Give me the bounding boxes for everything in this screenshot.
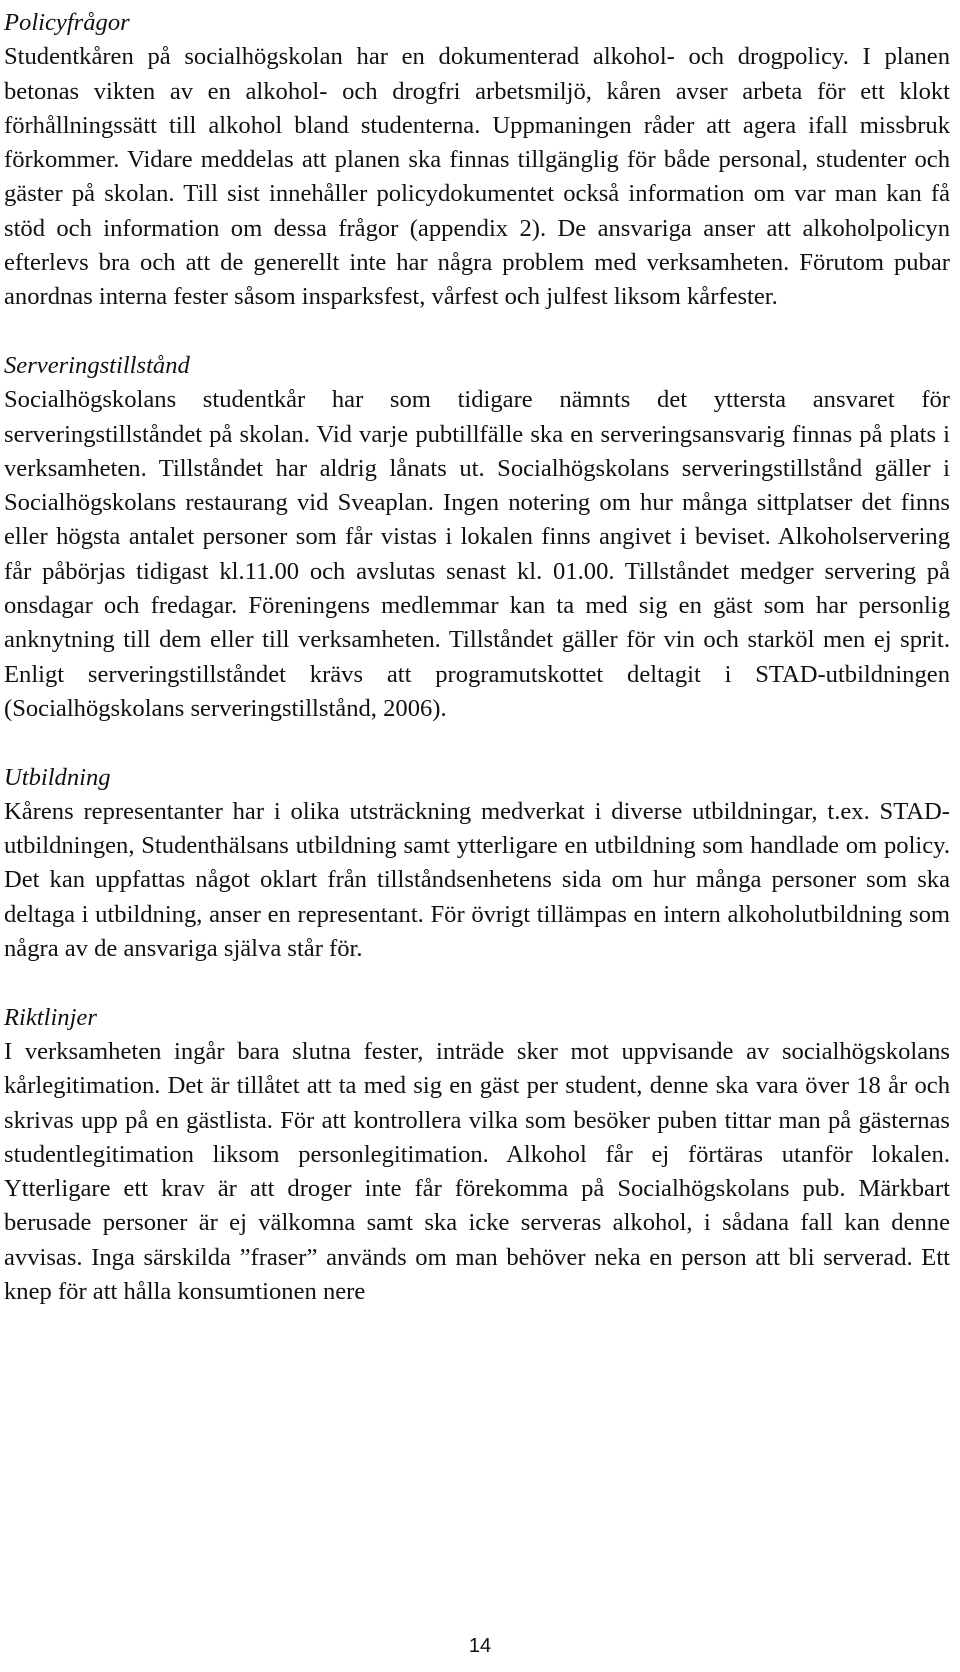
section-policyfragor xyxy=(4,6,950,315)
section-riktlinjer xyxy=(4,1001,950,1310)
section-paragraph: Kårens representanter har i olika utsträckning medverkat i diverse utbildningar, t.ex. STAD-utbildningen, Studenthälsans utbildning samt ytterligare en utbildning som handlade om policy. Det kan uppfattas något oklart från tillståndsenhetens sida om hur många personer som ska deltaga i utbildning, anser en representant. För övrigt tillämpas en intern alkoholutbildning som några av de ansvariga själva står för. xyxy=(4,797,950,963)
section-heading: Riktlinjer xyxy=(4,1003,97,1031)
section-paragraph: I verksamheten ingår bara slutna fester, inträde sker mot uppvisande av socialhögskolans kårlegitimation. Det är tillåtet att ta med sig en gäst per student, denne ska vara över 18 år och skrivas upp på en gästlista. För att kontrollera vilka som besöker puben tittar man på gästernas studentlegitimation liksom personlegitimation. Alkohol får ej förtäras utanför lokalen. Ytterligare ett krav är att droger inte får förekomma på Socialhögskolans pub. Märkbart berusade personer är ej välkomna samt ska icke serveras alkohol, i sådana fall kan denne avvisas. Inga särskilda ”fraser” används om man behöver neka en person att bli serverad. Ett knep för att hålla konsumtionen nere xyxy=(4,1037,950,1305)
page-content xyxy=(4,6,950,1344)
section-paragraph: Socialhögskolans studentkår har som tidigare nämnts det yttersta ansvaret för serveringstillståndet på skolan. Vid varje pubtillfälle ska en serveringsansvarig finnas på plats i verksamheten. Tillståndet har aldrig lånats ut. Socialhögskolans serveringstillstånd gäller i Socialhögskolans restaurang vid Sveaplan. Ingen notering om hur många sittplatser det finns eller högsta antalet personer som får vistas i lokalen finns angivet i beviset. Alkoholservering får påbörjas tidigast kl.11.00 och avslutas senast kl. 01.00. Tillståndet medger servering på onsdagar och fredagar. Föreningens medlemmar kan ta med sig en gäst som har personlig anknytning till dem eller till verksamheten. Tillståndet gäller för vin och starköl men ej sprit. Enligt serveringstillståndet krävs att programutskottet deltagit i STAD-utbildningen (Socialhögskolans serveringstillstånd, 2006). xyxy=(4,386,950,722)
section-paragraph: Studentkåren på socialhögskolan har en dokumenterad alkohol- och drogpolicy. I planen betonas vikten av en alkohol- och drogfri arbetsmiljö, kåren avser arbeta för ett klokt förhållningssätt till alkohol bland studenterna. Uppmaningen råder att agera ifall missbruk förkommer. Vidare meddelas att planen ska finnas tillgänglig för både personal, studenter och gäster på skolan. Till sist innehåller policydokumentet också information om var man kan få stöd och information om dessa frågor (appendix 2). De ansvariga anser att alkoholpolicyn efterlevs bra och att de generellt inte har några problem med verksamheten. Förutom pubar anordnas interna fester såsom insparksfest, vårfest och julfest liksom kårfester. xyxy=(4,43,950,311)
section-serveringstillstand xyxy=(4,349,950,726)
section-heading: Utbildning xyxy=(4,763,111,791)
section-utbildning xyxy=(4,761,950,967)
page-number: 14 xyxy=(468,1635,492,1657)
section-heading: Serveringstillstånd xyxy=(4,351,190,379)
section-heading: Policyfrågor xyxy=(4,9,130,36)
